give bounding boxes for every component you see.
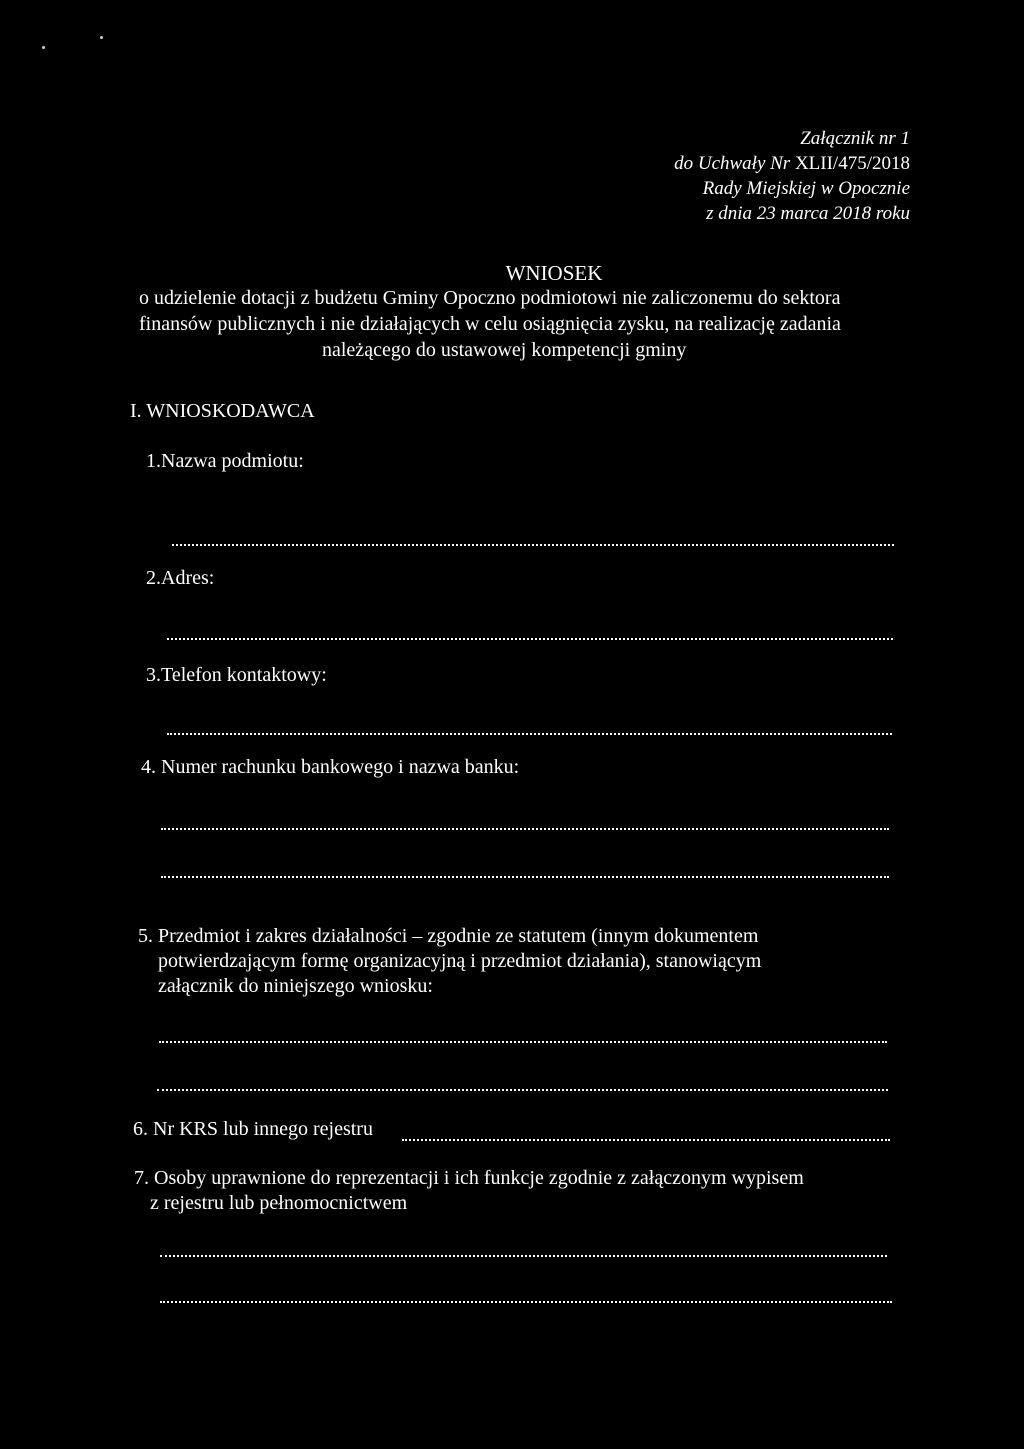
field-bank-account-line-1[interactable] — [161, 828, 889, 830]
field-activity-scope-answer-1[interactable] — [159, 1041, 887, 1043]
field-bank-account-label: 4. Numer rachunku bankowego i nazwa banku: — [141, 756, 520, 778]
field-activity-scope-line-2: potwierdzającym formę organizacyjną i przedmiot działania), stanowiącym — [158, 950, 762, 972]
field-registry-label: 6. Nr KRS lub innego rejestru — [133, 1118, 373, 1140]
field-entity-name-label: 1.Nazwa podmiotu: — [146, 450, 304, 472]
field-activity-scope-line-3: załącznik do niniejszego wniosku: — [158, 975, 433, 997]
field-registry-line[interactable] — [402, 1139, 890, 1141]
field-activity-scope-line-1: 5. Przedmiot i zakres działalności – zgodnie ze statutem (innym dokumentem — [138, 925, 759, 947]
field-representatives-answer-1[interactable] — [160, 1255, 887, 1257]
document-title: WNIOSEK — [505, 261, 603, 285]
field-entity-name-line[interactable] — [172, 544, 894, 546]
resolution-number — [674, 153, 910, 175]
field-phone-label: 3.Telefon kontaktowy: — [146, 664, 327, 686]
attachment-number: Załącznik nr 1 — [800, 128, 910, 149]
resolution-date: z dnia 23 marca 2018 roku — [706, 203, 910, 224]
field-representatives-answer-2[interactable] — [160, 1301, 892, 1303]
intro-line-1: o udzielenie dotacji z budżetu Gminy Opoczno podmiotowi nie zaliczonemu do sektora — [139, 287, 841, 309]
council-name: Rady Miejskiej w Opocznie — [702, 178, 910, 199]
section-heading: I. WNIOSKODAWCA — [130, 400, 315, 422]
field-representatives-line-1: 7. Osoby uprawnione do reprezentacji i ich funkcje zgodnie z załączonym wypisem — [134, 1167, 804, 1189]
field-phone-line[interactable] — [167, 733, 892, 735]
field-address-label: 2.Adres: — [146, 567, 215, 589]
intro-line-2: finansów publicznych i nie działających w celu osiągnięcia zysku, na realizację zadania — [139, 313, 841, 335]
field-activity-scope-answer-2[interactable] — [157, 1089, 888, 1091]
resolution-id: XLII/475/2018 — [794, 153, 910, 174]
field-representatives-line-2: z rejestru lub pełnomocnictwem — [150, 1192, 408, 1214]
field-bank-account-line-2[interactable] — [161, 876, 889, 878]
scan-speck — [100, 36, 103, 39]
field-address-line[interactable] — [167, 638, 893, 640]
scan-speck — [42, 46, 45, 49]
resolution-prefix: do Uchwały Nr — [674, 153, 791, 174]
intro-line-3: należącego do ustawowej kompetencji gminy — [322, 339, 687, 361]
